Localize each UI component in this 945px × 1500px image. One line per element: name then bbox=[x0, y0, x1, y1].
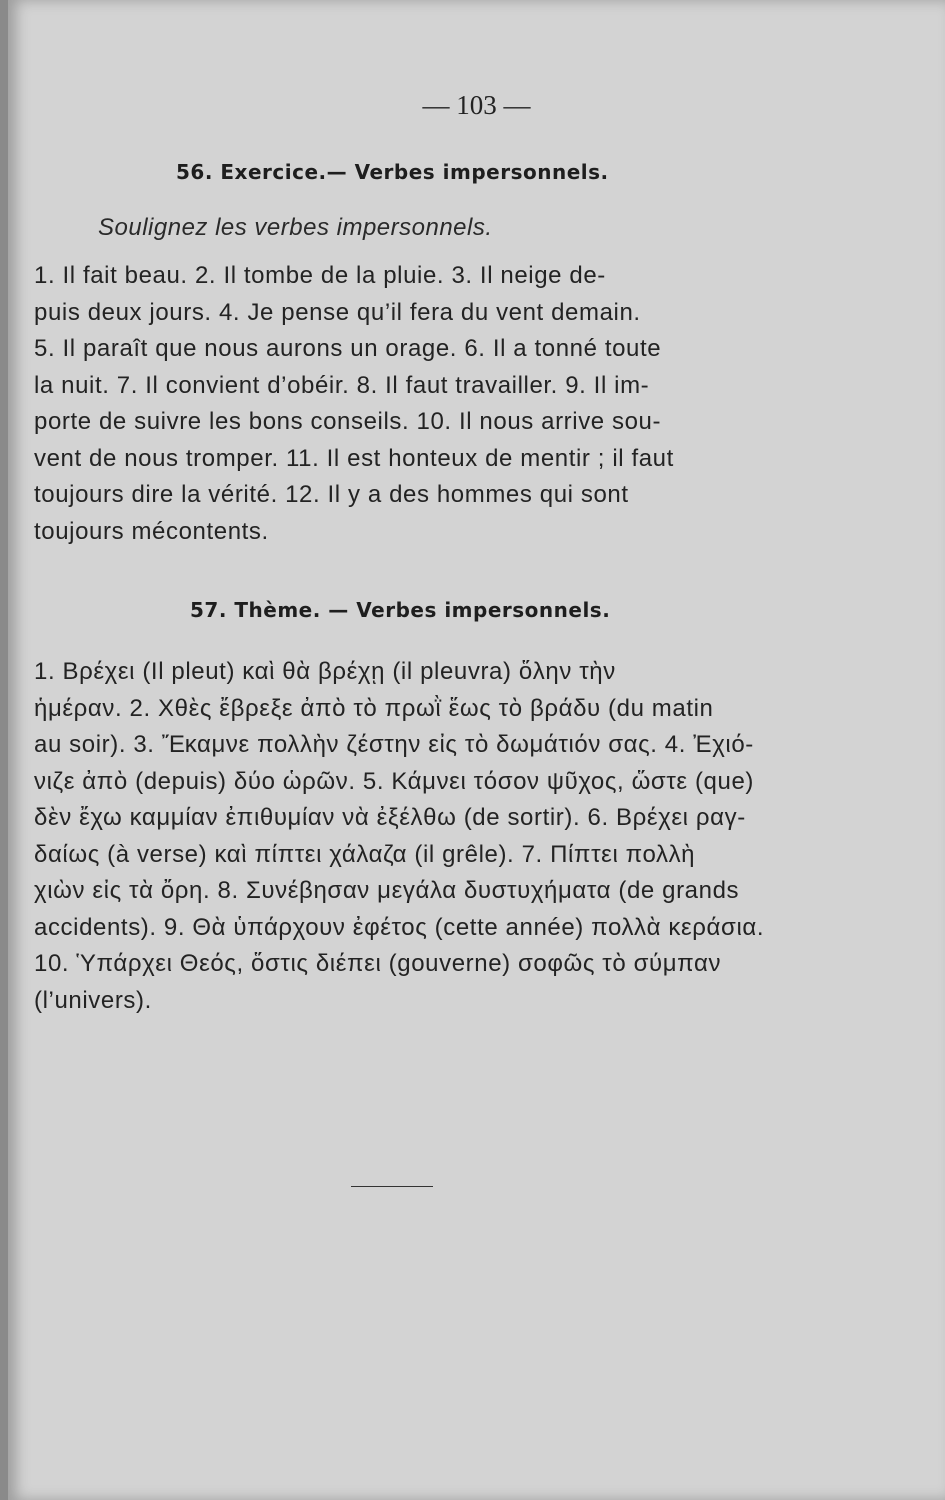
text-line: 1. Βρέχει (Il pleut) καὶ θὰ βρέχῃ (il pleuvra) ὅλην τὴν bbox=[34, 658, 616, 685]
text-line: accidents). 9. Θὰ ὑπάρχουν ἐφέτος (cette année) πολλὰ κεράσια. bbox=[34, 913, 765, 941]
text-line: toujours mécontents. bbox=[34, 517, 269, 545]
exercise-56-text bbox=[34, 258, 794, 550]
text-line: vent de nous tromper. 11. Il est honteux de mentir ; il faut bbox=[34, 444, 674, 472]
text-line: δαίως (à verse) καὶ πίπτει χάλαζα (il grêle). 7. Πίπτει πολλὴ bbox=[34, 840, 696, 868]
text-line: porte de suivre les bons conseils. 10. Il nous arrive sou- bbox=[34, 408, 662, 435]
exercise-56-instruction: Soulignez les verbes impersonnels. bbox=[98, 214, 493, 241]
exercise-56-heading: 56. Exercice.— Verbes impersonnels. bbox=[176, 160, 609, 184]
text-line: 10. Ὑπάρχει Θεός, ὅστις διέπει (gouverne) σοφῶς τὸ σύμπαν bbox=[34, 950, 722, 977]
text-line: (l’univers). bbox=[34, 986, 152, 1014]
theme-57-heading: 57. Thème. — Verbes impersonnels. bbox=[190, 598, 611, 622]
page-number: — 103 — bbox=[422, 90, 531, 120]
text-line: au soir). 3. Ἔκαμνε πολλὴν ζέστην εἰς τὸ δωμάτιόν σας. 4. Ἐχιό- bbox=[34, 731, 754, 758]
text-line: 1. Il fait beau. 2. Il tombe de la pluie. 3. Il neige de- bbox=[34, 262, 606, 289]
book-page bbox=[8, 0, 945, 1500]
text-line: ἡμέραν. 2. Χθὲς ἔβρεξε ἀπὸ τὸ πρωῒ ἕως τὸ βράδυ (du matin bbox=[34, 694, 714, 722]
text-line: δὲν ἔχω καμμίαν ἐπιθυμίαν νὰ ἐξέλθω (de sortir). 6. Βρέχει ραγ- bbox=[34, 804, 746, 831]
text-line: puis deux jours. 4. Je pense qu’il fera du vent demain. bbox=[34, 298, 641, 326]
text-line: la nuit. 7. Il convient d’obéir. 8. Il faut travailler. 9. Il im- bbox=[34, 371, 650, 399]
text-line: toujours dire la vérité. 12. Il y a des hommes qui sont bbox=[34, 481, 629, 508]
section-end-rule bbox=[351, 1186, 433, 1187]
theme-57-text bbox=[34, 654, 794, 1019]
text-line: χιὼν εἰς τὰ ὄρη. 8. Συνέβησαν μεγάλα δυστυχήματα (de grands bbox=[34, 877, 740, 904]
text-line: 5. Il paraît que nous aurons un orage. 6. Il a tonné toute bbox=[34, 335, 662, 362]
text-line: νιζε ἀπὸ (depuis) δύο ὡρῶν. 5. Κάμνει τόσον ψῦχος, ὥστε (que) bbox=[34, 767, 754, 795]
